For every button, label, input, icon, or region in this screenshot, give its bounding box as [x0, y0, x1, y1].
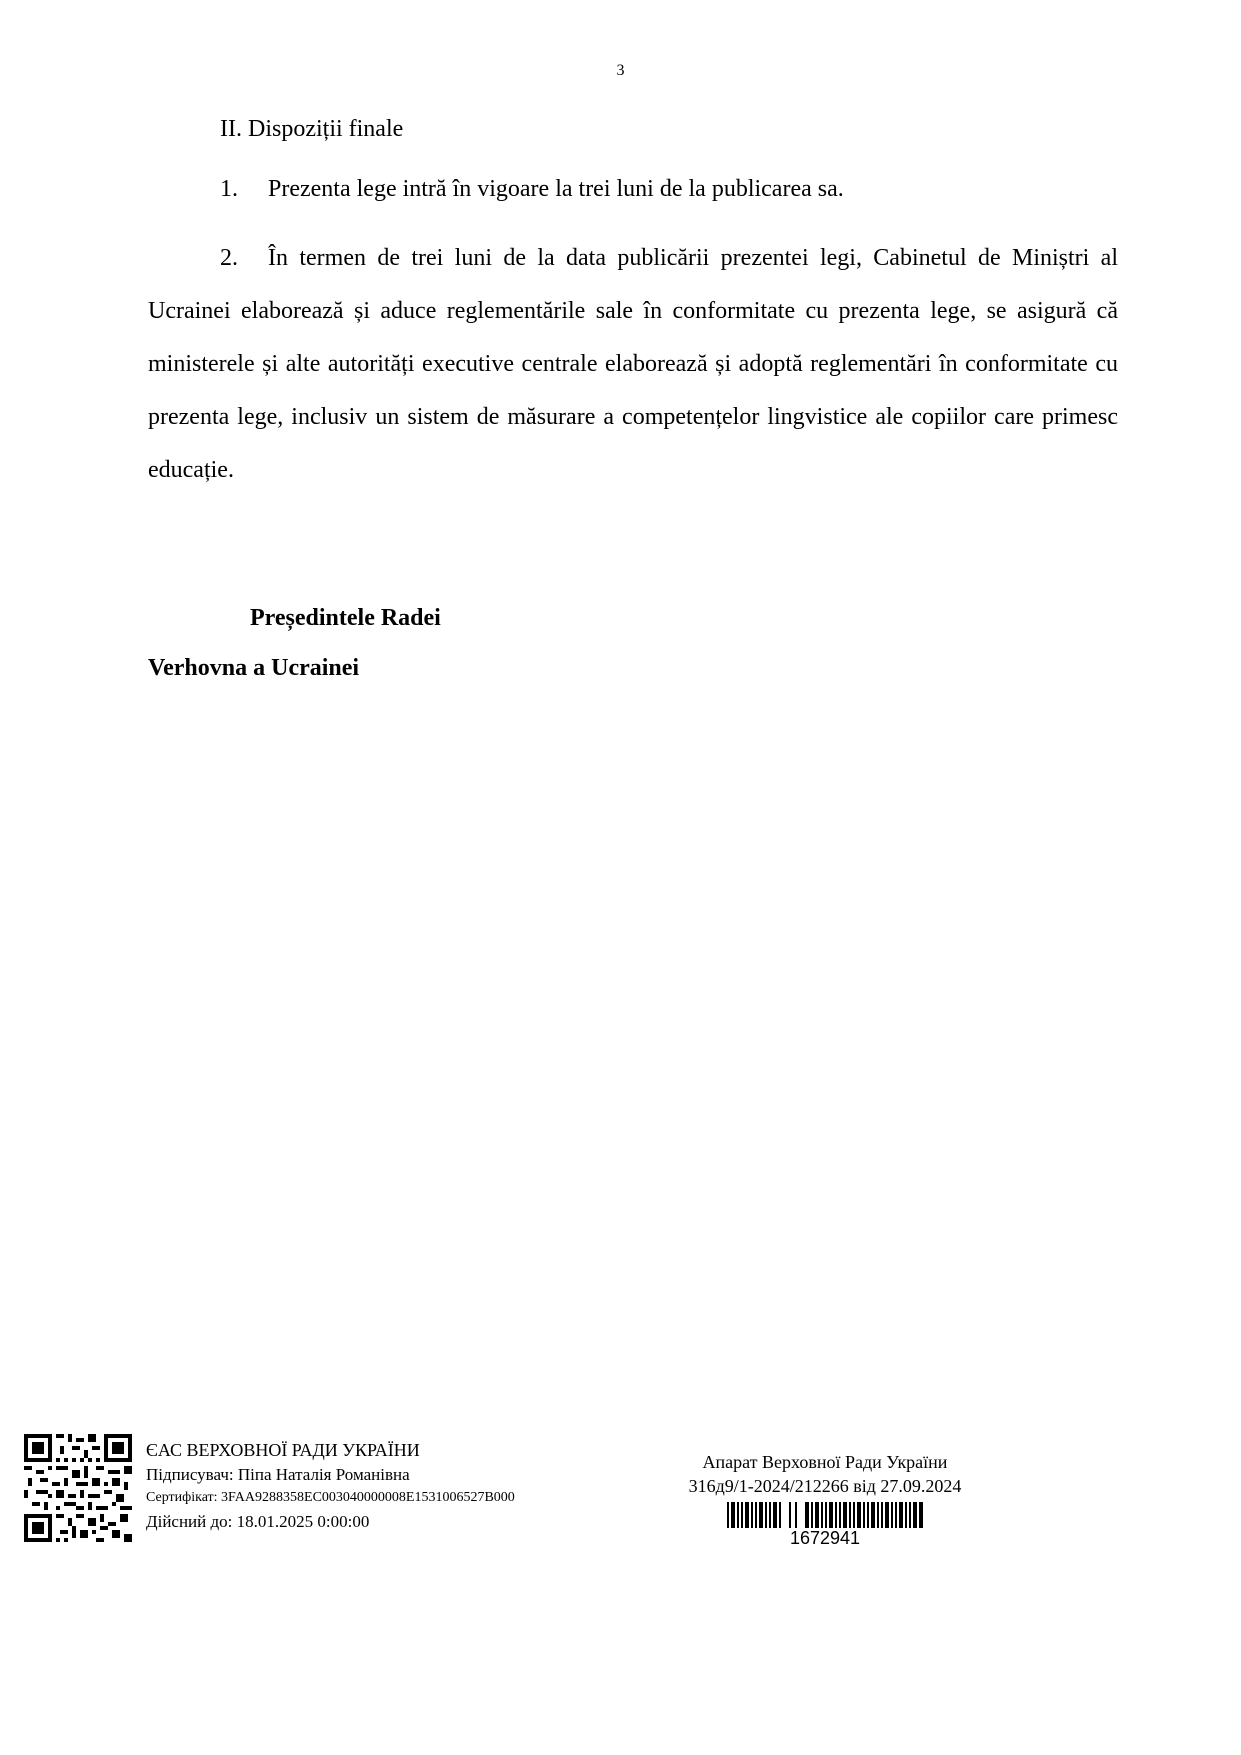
signature-title-line2: Verhovna a Ucrainei [148, 655, 360, 681]
section-title: II. Dispoziții finale [220, 116, 404, 142]
item-number: 2. [220, 245, 238, 271]
signature-title-line1: Președintele Radei [250, 605, 441, 631]
registration-stamp [660, 1450, 990, 1548]
signer-name: Підписувач: Піпа Наталія Романівна [146, 1465, 410, 1484]
electronic-signature-block [146, 1437, 515, 1535]
registration-number: 316д9/1-2024/212266 від 27.09.2024 [688, 1476, 962, 1496]
valid-until: Дійсний до: 18.01.2025 0:00:00 [146, 1512, 370, 1531]
item-number: 1. [220, 176, 238, 202]
barcode-number: 1672941 [789, 1528, 861, 1548]
signature-system: ЄАС ВЕРХОВНОЇ РАДИ УКРАЇНИ [146, 1440, 420, 1460]
registration-office: Апарат Верховної Ради України [702, 1452, 948, 1472]
item-text: În termen de trei luni de la data publicării prezentei legi, Cabinetul de Miniștri al Ucrainei elaborează și aduce reglementările sale în conformitate cu prezenta lege, se asigură că ministerele și alte autorități executive centrale elaborează și adoptă reglementări în conformitate cu prezenta lege, inclusiv un sistem de măsurare a competențelor lingvistice ale copiilor care primesc educație. [148, 245, 1118, 483]
qr-code-icon [24, 1434, 132, 1542]
list-item [220, 176, 844, 203]
item-text: Prezenta lege intră în vigoare la trei luni de la publicarea sa. [268, 176, 844, 202]
certificate-id: Сертифікат: 3FAA9288358EC003040000008E1531006527B000 [146, 1490, 515, 1505]
list-item [148, 232, 1118, 497]
page-number: 3 [616, 62, 625, 79]
barcode-icon [727, 1502, 923, 1528]
